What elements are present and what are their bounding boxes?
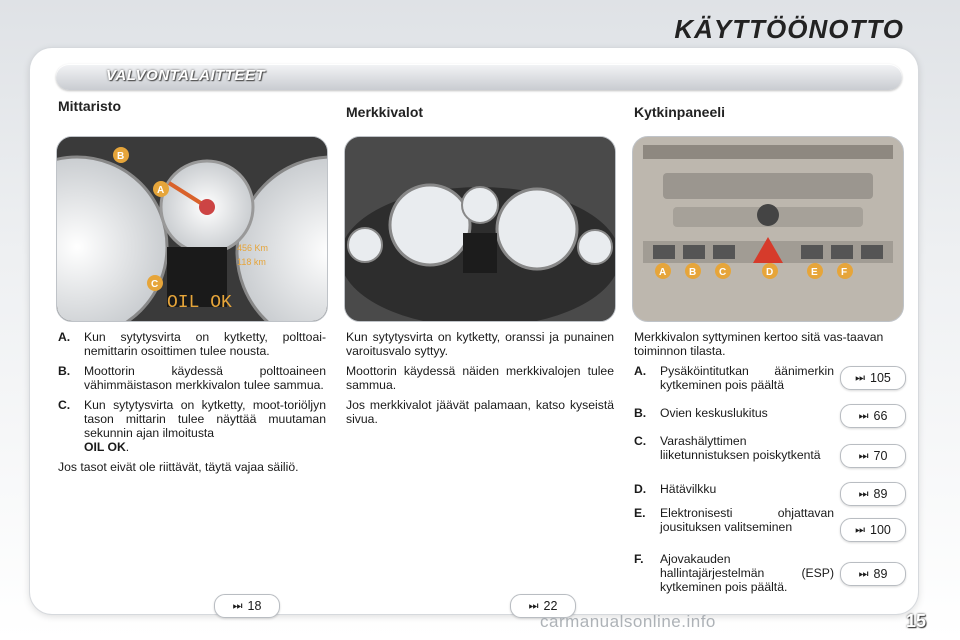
page-title: KÄYTTÖÖNOTTO xyxy=(674,14,904,44)
page-ref-105[interactable]: ⏭ 105 xyxy=(840,366,906,390)
heading-merkkivalot: Merkkivalot xyxy=(346,104,424,120)
warning-lights-photo xyxy=(344,136,616,322)
skip-forward-icon: ⏭ xyxy=(858,487,869,500)
col3-item-d: D. Hätävilkku xyxy=(634,482,717,496)
page-ref-18[interactable]: ⏭ 18 xyxy=(214,594,280,618)
col3-item-c: C. Varashälyttimen liiketunnistuksen poiskytkentä xyxy=(634,434,821,462)
skip-forward-icon: ⏭ xyxy=(528,599,539,612)
skip-forward-icon: ⏭ xyxy=(232,599,243,612)
col3-item-a: A. Pysäköintitutkan äänimerkin kytkeminen pois päältä xyxy=(634,364,834,392)
page-ref-89[interactable]: ⏭ 89 xyxy=(840,482,906,506)
instrument-cluster-photo xyxy=(56,136,328,322)
skip-forward-icon: ⏭ xyxy=(855,371,866,384)
col3-item-b: B. Ovien keskuslukitus xyxy=(634,406,768,420)
skip-forward-icon: ⏭ xyxy=(855,523,866,536)
skip-forward-icon: ⏭ xyxy=(858,409,869,422)
col1-text xyxy=(58,330,326,480)
photo-label-a: A xyxy=(157,185,165,196)
odometer-1: 456 Km xyxy=(237,243,269,253)
heading-kytkinpaneeli: Kytkinpaneeli xyxy=(634,104,726,120)
col2-text: Kun sytytysvirta on kytketty, oranssi ja punainen varoitusvalo syttyy. Moottorin käydessä näiden merkkivalojen tulee sammua. Jos merkkivalot jäävät palamaan, katso kyseistä sivua. xyxy=(346,330,614,426)
page-ref-89b[interactable]: ⏭ 89 xyxy=(840,562,906,586)
photo-label-c: C xyxy=(719,267,727,278)
photo-label-e: E xyxy=(811,267,818,278)
watermark: carmanualsonline.info xyxy=(540,612,716,631)
page-ref-70[interactable]: ⏭ 70 xyxy=(840,444,906,468)
col3-item-f: F. Ajovakauden hallintajärjestelmän (ESP) kytkeminen pois päältä. xyxy=(634,552,834,594)
photo-label-f: F xyxy=(841,267,848,278)
col3-intro: Merkkivalon syttyminen kertoo sitä vas-taavan toiminnon tilasta. xyxy=(634,330,884,358)
section-title: VALVONTALAITTEET xyxy=(106,67,266,84)
page-ref-100[interactable]: ⏭ 100 xyxy=(840,518,906,542)
list-item: A. Kun sytytysvirta on kytketty, polttoai-nemittarin osoittimen tulee nousta. xyxy=(58,330,326,358)
photo-label-b: B xyxy=(117,151,125,162)
oil-ok-display: OIL OK xyxy=(167,293,232,313)
section-bar xyxy=(56,64,902,90)
skip-forward-icon: ⏭ xyxy=(858,449,869,462)
photo-label-c: C xyxy=(151,279,159,290)
list-item: C. Kun sytytysvirta on kytketty, moot-toriöljyn tason mittarin tulee näyttää muutaman sekunnin ajan ilmoitusta OIL OK. xyxy=(58,398,326,454)
heading-mittaristo: Mittaristo xyxy=(58,98,121,114)
photo-label-d: D xyxy=(766,267,774,278)
page-ref-66[interactable]: ⏭ 66 xyxy=(840,404,906,428)
page-ref-22[interactable]: ⏭ 22 xyxy=(510,594,576,618)
list-item: B. Moottorin käydessä polttoaineen vähimmäistason merkkivalon tulee sammua. xyxy=(58,364,326,392)
col3-item-e: E. Elektronisesti ohjattavan jousituksen valitseminen xyxy=(634,506,834,534)
note: Jos tasot eivät ole riittävät, täytä vajaa säiliö. xyxy=(58,460,299,474)
photo-label-a: A xyxy=(659,267,667,278)
photo-label-b: B xyxy=(689,267,697,278)
skip-forward-icon: ⏭ xyxy=(858,567,869,580)
switch-panel-photo xyxy=(632,136,904,322)
odometer-2: 118 km xyxy=(237,257,266,267)
page-number: 15 xyxy=(905,611,926,631)
